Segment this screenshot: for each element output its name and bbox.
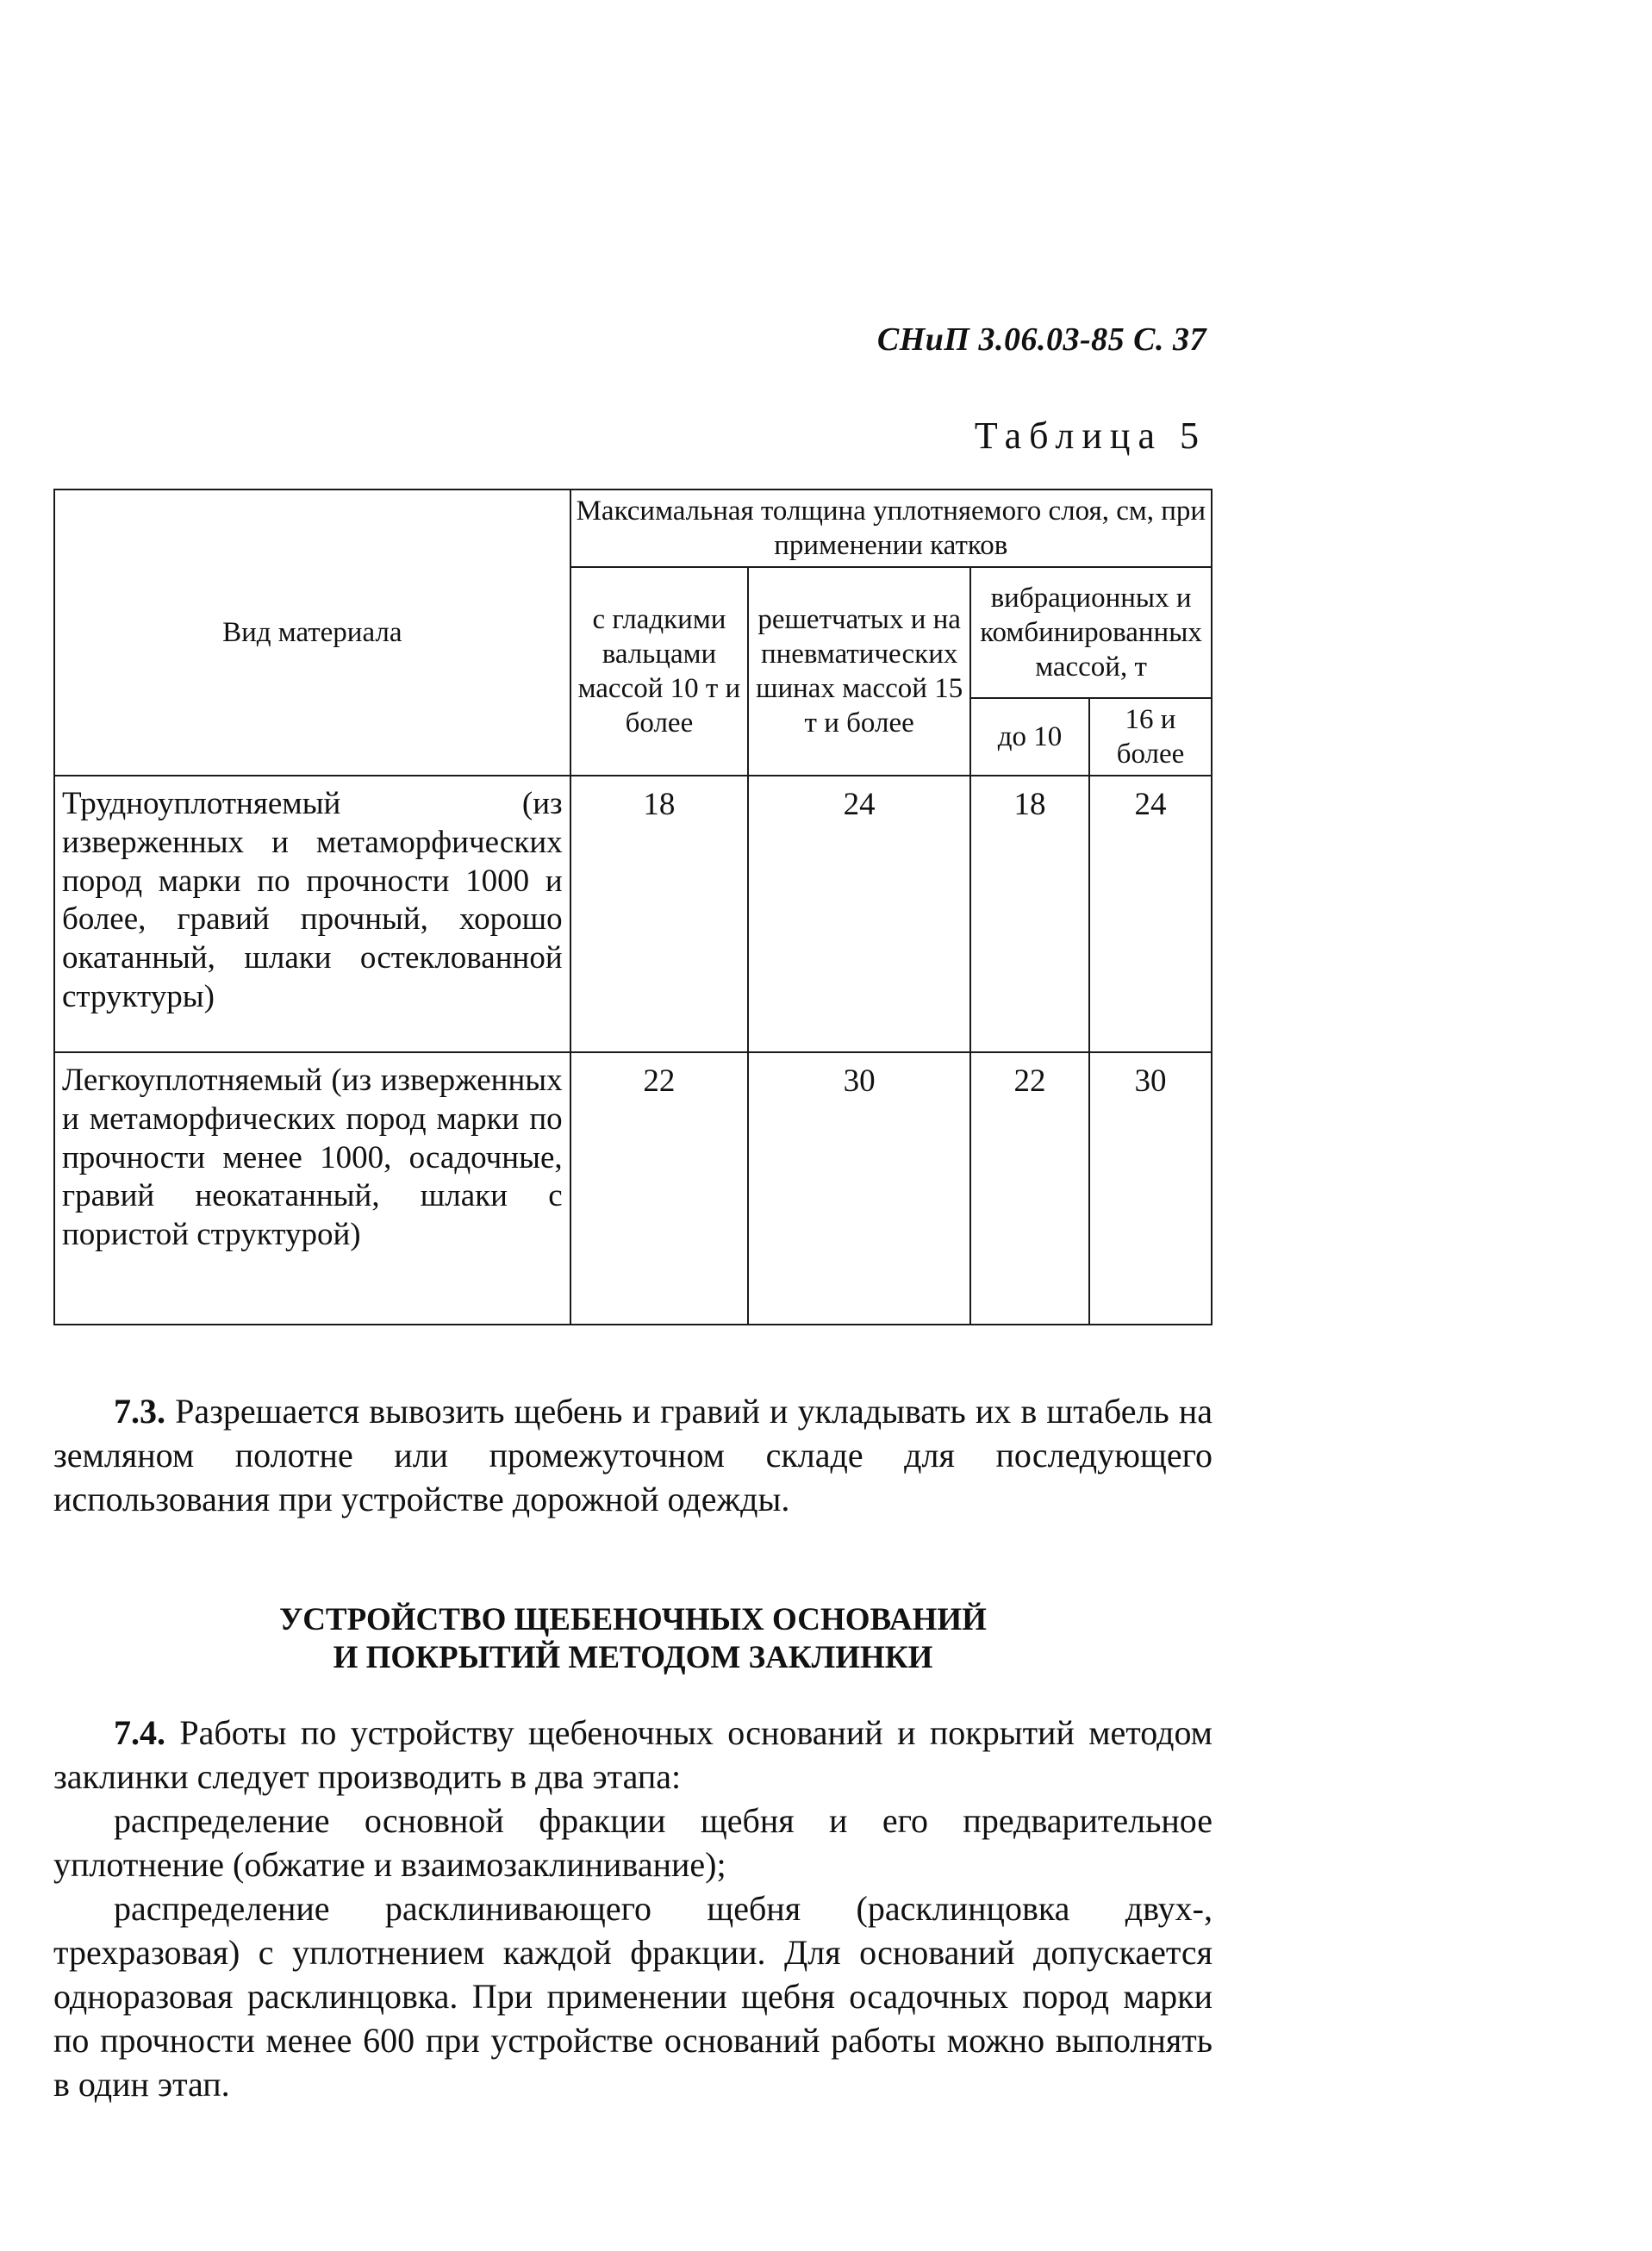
table-row bbox=[54, 776, 1212, 1052]
value-cell: 30 bbox=[748, 1052, 970, 1325]
value-cell: 18 bbox=[570, 776, 749, 1052]
header-smooth-rollers: с гладкими вальцами массой 10 т и более bbox=[570, 567, 749, 776]
clause-text: Разрешается вывозить щебень и гравий и укладывать их в штабель на земляном полотне или промежуточном складе для последующего использования при устройстве дорожной одежды. bbox=[53, 1392, 1213, 1518]
header-vibro-up-to-10: до 10 bbox=[970, 698, 1089, 776]
value-cell: 18 bbox=[970, 776, 1089, 1052]
clause-number: 7.3. bbox=[114, 1392, 165, 1431]
running-head: СНиП 3.06.03-85 С. 37 bbox=[876, 321, 1206, 358]
section-heading-line: УСТРОЙСТВО ЩЕБЕНОЧНЫХ ОСНОВАНИЙ bbox=[279, 1602, 987, 1637]
section-heading bbox=[53, 1601, 1213, 1677]
clause-7-3 bbox=[53, 1389, 1213, 1521]
section-heading-line: И ПОКРЫТИЙ МЕТОДОМ ЗАКЛИНКИ bbox=[333, 1640, 933, 1675]
clause-number: 7.4. bbox=[114, 1713, 165, 1752]
value-cell: 30 bbox=[1089, 1052, 1212, 1325]
material-cell: Легкоуплотняемый (из изверженных и метаморфических пород марки по прочности менее 1000, осадочные, гравий неокатанный, шлаки с пористой структурой) bbox=[54, 1052, 570, 1325]
value-cell: 22 bbox=[970, 1052, 1089, 1325]
table-caption: Таблица 5 bbox=[974, 415, 1206, 457]
table-header-row bbox=[54, 489, 1212, 567]
clause-text: Работы по устройству щебеночных оснований и покрытий методом заклинки следует производить в два этапа: bbox=[53, 1713, 1213, 1796]
value-cell: 24 bbox=[748, 776, 970, 1052]
header-vibratory-rollers: вибрационных и комбинированных массой, т bbox=[970, 567, 1212, 698]
header-vibro-16-and-more: 16 и более bbox=[1089, 698, 1212, 776]
header-material: Вид материала bbox=[54, 489, 570, 776]
table-row bbox=[54, 1052, 1212, 1325]
clause-7-4-stage-2: распределение расклинивающего щебня (расклинцовка двух-, трехразовая) с уплотнением каждой фракции. Для оснований допускается одноразовая расклинцовка. При применении щебня осадочных пород марки по прочности менее 600 при устройстве оснований работы можно выполнять в один этап. bbox=[53, 1889, 1213, 2104]
value-cell: 24 bbox=[1089, 776, 1212, 1052]
header-grid-pneumatic-rollers: решетчатых и на пневматических шинах массой 15 т и более bbox=[748, 567, 970, 776]
value-cell: 22 bbox=[570, 1052, 749, 1325]
header-group: Максимальная толщина уплотняемого слоя, см, при применении катков bbox=[570, 489, 1212, 567]
clause-7-4 bbox=[53, 1711, 1213, 1799]
clause-7-4-stage-1: распределение основной фракции щебня и его предварительное уплотнение (обжатие и взаимозаклинивание); bbox=[53, 1801, 1213, 1884]
compaction-table bbox=[53, 489, 1213, 1325]
material-cell: Трудноуплотняемый (из изверженных и метаморфических пород марки по прочности 1000 и более, гравий прочный, хорошо окатанный, шлаки остеклованной структуры) bbox=[54, 776, 570, 1052]
